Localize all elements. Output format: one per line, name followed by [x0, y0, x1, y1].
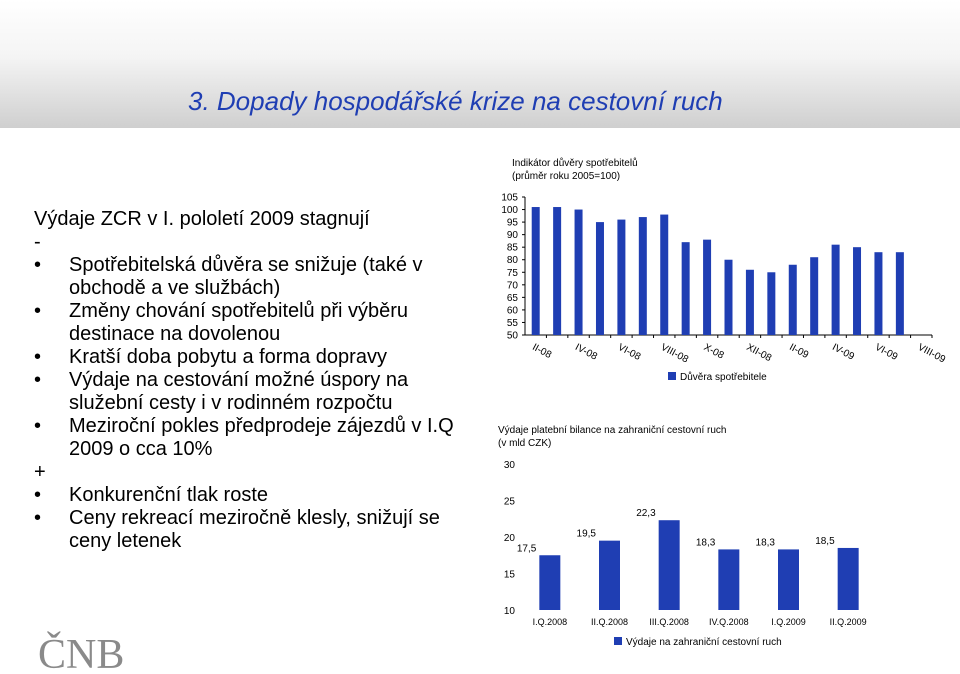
y-tick-label: 60: [506, 305, 518, 317]
bar: [539, 555, 560, 610]
y-tick-label: 15: [503, 569, 515, 581]
bullet-icon: •: [34, 369, 42, 391]
list-item: • Kratší doba pobytu a forma dopravy: [34, 346, 387, 368]
y-tick-label: 20: [503, 533, 515, 544]
list-item: • Výdaje na cestování možné úspory na služební cesty i v rodinném rozpočtu: [34, 369, 409, 414]
bar: [767, 272, 775, 335]
x-tick-label: III.Q.2008: [649, 617, 689, 627]
data-label: 18,3: [695, 537, 716, 549]
data-label: 17,5: [516, 543, 537, 555]
plus-sign: +: [34, 461, 46, 483]
data-label: 22,3: [636, 508, 656, 520]
bar: [639, 217, 647, 335]
bar: [599, 541, 620, 610]
chart2-title: Výdaje platební bilance na zahraniční cestovní ruch: [498, 425, 727, 436]
x-tick-label: II.Q.2009: [829, 617, 867, 627]
y-tick-label: 75: [506, 267, 518, 279]
list-item: • Změny chování spotřebitelů při výběru destinace na dovolenou: [34, 300, 409, 345]
bar: [703, 240, 711, 335]
x-tick-label: IV.Q.2008: [708, 617, 749, 627]
bullet-icon: •: [34, 254, 42, 276]
bullet-icon: •: [34, 507, 42, 529]
bar: [718, 549, 739, 610]
bar: [617, 220, 625, 335]
minus-sign: -: [34, 231, 41, 253]
y-tick-label: 100: [501, 205, 518, 217]
legend-swatch: [614, 637, 622, 645]
bar: [532, 207, 540, 335]
bar: [575, 210, 583, 335]
x-tick-label: X-08: [701, 341, 726, 362]
positive-list: [34, 484, 474, 553]
y-tick-label: 25: [503, 496, 515, 508]
slide-text: [34, 208, 474, 553]
x-tick-label: VIII-08: [658, 341, 691, 366]
x-tick-label: IV-08: [573, 341, 599, 363]
bar: [810, 257, 818, 335]
data-label: 18,5: [815, 535, 835, 547]
y-tick-label: 80: [506, 255, 518, 267]
x-tick-label: VI-08: [615, 341, 643, 363]
legend-swatch: [668, 372, 676, 380]
y-tick-label: 105: [501, 192, 518, 204]
legend-label: Důvěra spotřebitele: [680, 372, 767, 383]
chart2-subtitle: (v mld CZK): [498, 438, 552, 449]
x-tick-label: XII-08: [744, 341, 774, 365]
slide-title: 3. Dopady hospodářské krize na cestovní ruch: [188, 86, 723, 116]
bar: [682, 242, 690, 335]
y-tick-label: 90: [506, 230, 518, 242]
x-tick-label: II-08: [530, 341, 554, 362]
bar: [553, 207, 561, 335]
bullet-icon: •: [34, 346, 42, 368]
bullet-icon: •: [34, 415, 42, 437]
x-tick-label: VI-09: [873, 341, 900, 363]
bar: [659, 520, 680, 610]
y-tick-label: 95: [506, 217, 518, 229]
chart1-subtitle: (průměr roku 2005=100): [512, 171, 621, 182]
bar: [725, 260, 733, 335]
y-tick-label: 55: [506, 317, 518, 329]
bar: [778, 549, 799, 610]
x-tick-label: IV-09: [830, 341, 856, 363]
bar: [596, 222, 604, 335]
bar: [746, 270, 754, 335]
list-item: • Ceny rekreací meziročně klesly, snižují se ceny letenek: [34, 507, 440, 552]
y-tick-label: 50: [506, 330, 518, 342]
x-tick-label: I.Q.2009: [771, 617, 806, 627]
legend-label: Výdaje na zahraniční cestovní ruch: [626, 637, 782, 648]
list-item: • Spotřebitelská důvěra se snižuje (také v obchodě a ve službách): [34, 254, 423, 299]
y-tick-label: 65: [506, 292, 518, 304]
travel-expenditure-chart: [480, 450, 890, 660]
bar: [853, 247, 861, 335]
y-tick-label: 30: [503, 460, 515, 471]
bullet-icon: •: [34, 300, 42, 322]
consumer-confidence-chart: [480, 185, 948, 395]
x-tick-label: II-09: [787, 341, 811, 362]
list-item: • Meziroční pokles předprodeje zájezdů v I.Q 2009 o cca 10%: [34, 415, 454, 460]
data-label: 19,5: [576, 528, 596, 540]
data-label: 18,3: [755, 537, 775, 549]
y-tick-label: 10: [503, 606, 515, 617]
y-tick-label: 85: [506, 242, 518, 254]
negative-list: [34, 254, 474, 461]
bar: [832, 245, 840, 335]
x-tick-label: VIII-09: [915, 341, 948, 366]
bar: [896, 252, 904, 335]
x-tick-label: II.Q.2008: [590, 617, 629, 627]
bar: [874, 252, 882, 335]
section-heading: Výdaje ZCR v I. pololetí 2009 stagnují: [34, 208, 370, 230]
bullet-icon: •: [34, 484, 42, 506]
bar: [789, 265, 797, 335]
logo-text: ČNB: [38, 632, 125, 674]
chart1-title: Indikátor důvěry spotřebitelů: [512, 158, 638, 169]
list-item: • Konkurenční tlak roste: [34, 484, 268, 506]
y-tick-label: 70: [506, 280, 518, 292]
bar: [660, 215, 668, 335]
bar: [838, 548, 859, 610]
x-tick-label: I.Q.2008: [532, 617, 568, 627]
cnb-logo: [38, 628, 125, 674]
